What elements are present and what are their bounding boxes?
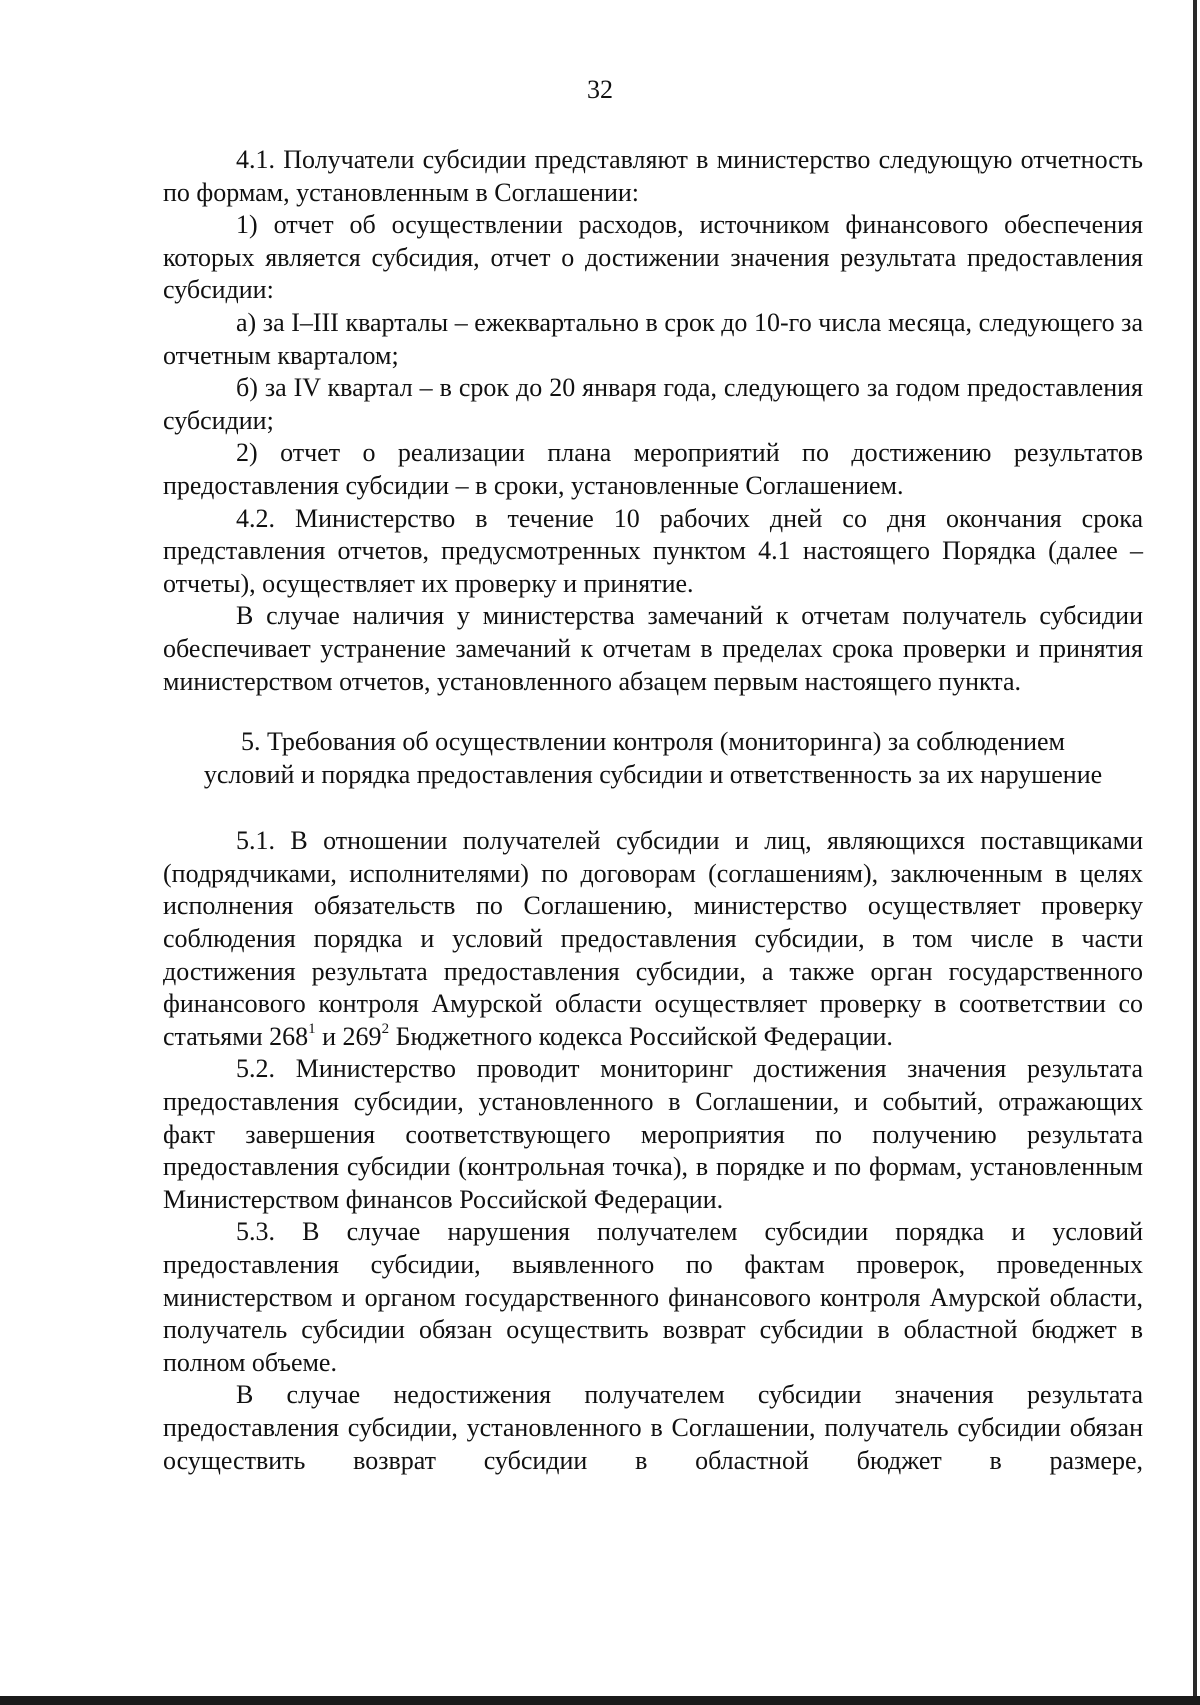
page-number: 32	[587, 75, 613, 104]
paragraph-4-1-item-1: 1) отчет об осуществлении расходов, источником финансового обеспечения которых является субсидия, отчет о достижении значения результата предоставления субсидии:	[163, 210, 1143, 305]
paragraph-5-1	[163, 825, 1143, 1053]
paragraph-4-1-item-2: 2) отчет о реализации плана мероприятий по достижению результатов предоставления субсидии – в сроки, установленные Соглашением.	[163, 438, 1143, 500]
paragraph-4-2-second: В случае наличия у министерства замечаний к отчетам получатель субсидии обеспечивает устранение замечаний к отчетам в пределах срока проверки и принятия министерством отчетов, установленного абзацем первым настоящего пункта.	[163, 601, 1143, 696]
article-268-superscript: 1	[308, 1020, 316, 1037]
paragraph-5-1-and: и 269	[315, 1021, 382, 1051]
paragraph-4-1: 4.1. Получатели субсидии представляют в министерство следующую отчетность по формам, установленным в Соглашении:	[163, 145, 1143, 207]
paragraph-4-2: 4.2. Министерство в течение 10 рабочих дней со дня окончания срока представления отчетов, предусмотренных пунктом 4.1 настоящего Порядка (далее – отчеты), осуществляет их проверку и принятие.	[163, 503, 1143, 598]
section-5-heading: 5. Требования об осуществлении контроля (мониторинга) за соблюдением условий и порядка предоставления субсидии и ответственность за их нарушение	[203, 727, 1103, 789]
paragraph-5-3: 5.3. В случае нарушения получателем субсидии порядка и условий предоставления субсидии, выявленного по фактам проверок, проведенных министерством и органом государственного финансового контроля Амурской области, получатель субсидии обязан осуществить возврат субсидии в областной бюджет в полном объеме.	[163, 1217, 1143, 1377]
paragraph-4-1-item-1a: а) за I–III кварталы – ежеквартально в срок до 10-го числа месяца, следующего за отчетным кварталом;	[163, 307, 1143, 370]
paragraph-4-1-item-1b: б) за IV квартал – в срок до 20 января года, следующего за годом предоставления субсидии;	[163, 373, 1143, 435]
article-269-superscript: 2	[381, 1020, 390, 1037]
paragraph-5-1-tail: Бюджетного кодекса Российской Федерации.	[389, 1021, 893, 1051]
document-body	[163, 144, 1143, 1477]
paragraph-5-3-second: В случае недостижения получателем субсидии значения результата предоставления субсидии, установленного в Соглашении, получатель субсидии обязан осуществить возврат субсидии в областной бюджет в размере,	[163, 1380, 1143, 1475]
paragraph-5-2: 5.2. Министерство проводит мониторинг достижения значения результата предоставления субсидии, установленного в Соглашении, и событий, отражающих факт завершения соответствующего мероприятия по получению результата предоставления субсидии (контрольная точка), в порядке и по формам, установленным Министерством финансов Российской Федерации.	[163, 1054, 1143, 1214]
scan-edge-bottom	[0, 1696, 1200, 1705]
paragraph-5-1-main: 5.1. В отношении получателей субсидии и лиц, являющихся поставщиками (подрядчиками, исполнителями) по договорам (соглашениям), заключенным в целях исполнения обязательств по Соглашению, министерство осуществляет проверку соблюдения порядка и условий предоставления субсидии, в том числе в части достижения результата предоставления субсидии, а также орган государственного финансового контроля Амурской области осуществляет проверку в соответствии со статьями 268	[163, 826, 1143, 1051]
scan-edge-right	[1193, 0, 1197, 1705]
